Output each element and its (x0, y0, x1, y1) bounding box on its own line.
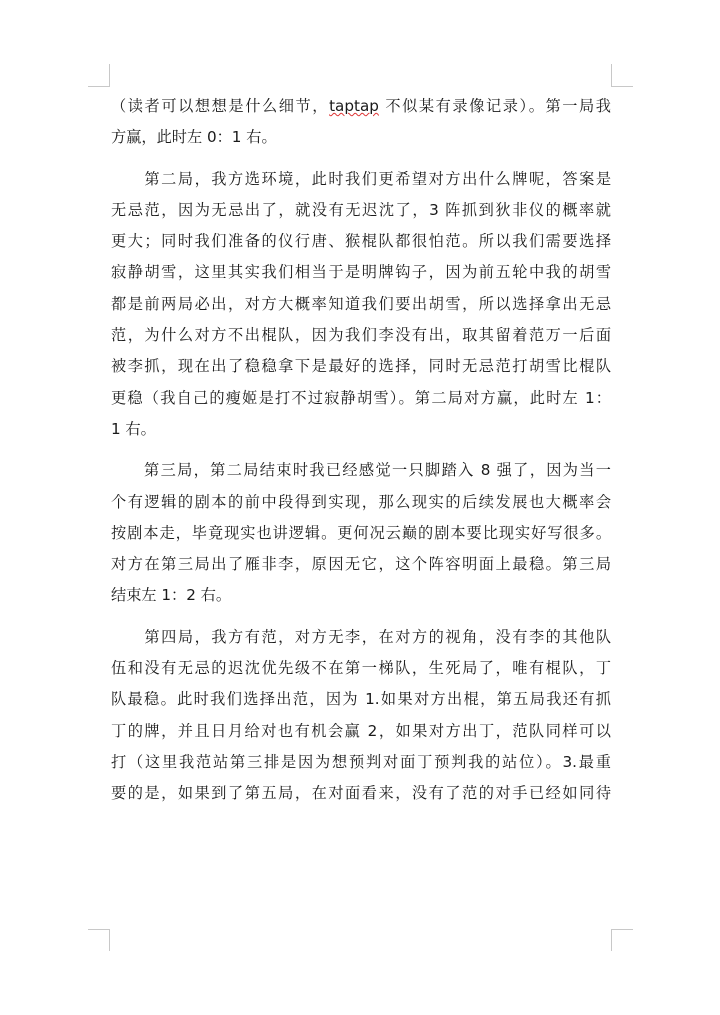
spellcheck-flagged-word: taptap (329, 97, 379, 115)
paragraph (111, 91, 611, 154)
text-line: 队最稳。此时我们选择出范，因为 1.如果对方出棍，第五局我还有抓 (111, 690, 611, 709)
text-line: 第二局，我方选环境，此时我们更希望对方出什么牌呢，答案是 (111, 169, 611, 188)
text-line: 第四局，我方有范，对方无李，在对方的视角，没有李的其他队 (111, 627, 611, 646)
text-line: 被李抓，现在出了稳稳拿下是最好的选择，同时无忌范打胡雪比棍队 (111, 357, 611, 376)
text-line: 伍和没有无忌的迟沈优先级不在第一梯队，生死局了，唯有棍队，丁 (111, 659, 611, 678)
paragraph (111, 164, 611, 446)
text-line: 更稳（我自己的瘦姬是打不过寂静胡雪）。第二局对方赢，此时左 1： (111, 388, 611, 407)
crop-mark-top-right (611, 64, 612, 87)
crop-mark-bottom-left (109, 929, 110, 951)
text-line: 要的是，如果到了第五局，在对面看来，没有了范的对手已经如同待 (111, 784, 611, 803)
text-line: 都是前两局必出，对方大概率知道我们要出胡雪，所以选择拿出无忌 (111, 294, 611, 313)
crop-mark-top-left (88, 86, 110, 87)
crop-mark-top-left (109, 64, 110, 87)
text-line (111, 91, 611, 122)
text-line: 范，为什么对方不出棍队，因为我们李没有出，取其留着范万一后面 (111, 326, 611, 345)
crop-mark-bottom-right (611, 929, 633, 930)
crop-mark-bottom-right (611, 929, 612, 951)
text-line: 结束左 1：2 右。 (111, 586, 232, 605)
text-line: 个有逻辑的剧本的前中段得到实现，那么现实的后续发展也大概率会 (111, 492, 611, 511)
text-line: 无忌范，因为无忌出了，就没有无迟沈了，3 阵抓到狄非仪的概率就 (111, 200, 611, 219)
text-line: 打（这里我范站第三排是因为想预判对面丁预判我的站位）。3.最重 (111, 752, 611, 771)
document-body (111, 91, 611, 810)
text-run: （读者可以想想是什么细节， (111, 97, 330, 115)
paragraph (111, 622, 611, 810)
crop-mark-top-right (611, 86, 633, 87)
text-line: 方赢，此时左 0：1 右。 (111, 128, 277, 147)
crop-mark-bottom-left (88, 929, 110, 930)
text-line: 丁的牌，并且日月给对也有机会赢 2，如果对方出丁，范队同样可以 (111, 721, 611, 740)
text-line: 按剧本走，毕竟现实也讲逻辑。更何况云巅的剧本要比现实好写很多。 (111, 523, 611, 542)
text-line: 1 右。 (111, 419, 156, 438)
text-run: 不似某有录像记录）。第一局我 (378, 97, 611, 115)
text-line: 第三局，第二局结束时我已经感觉一只脚踏入 8 强了，因为当一 (111, 461, 611, 480)
text-line: 寂静胡雪，这里其实我们相当于是明牌钩子，因为前五轮中我的胡雪 (111, 263, 611, 282)
text-line: 更大；同时我们准备的仪行唐、猴棍队都很怕范。所以我们需要选择 (111, 232, 611, 251)
paragraph (111, 455, 611, 611)
text-line: 对方在第三局出了雁非李，原因无它，这个阵容明面上最稳。第三局 (111, 555, 611, 574)
